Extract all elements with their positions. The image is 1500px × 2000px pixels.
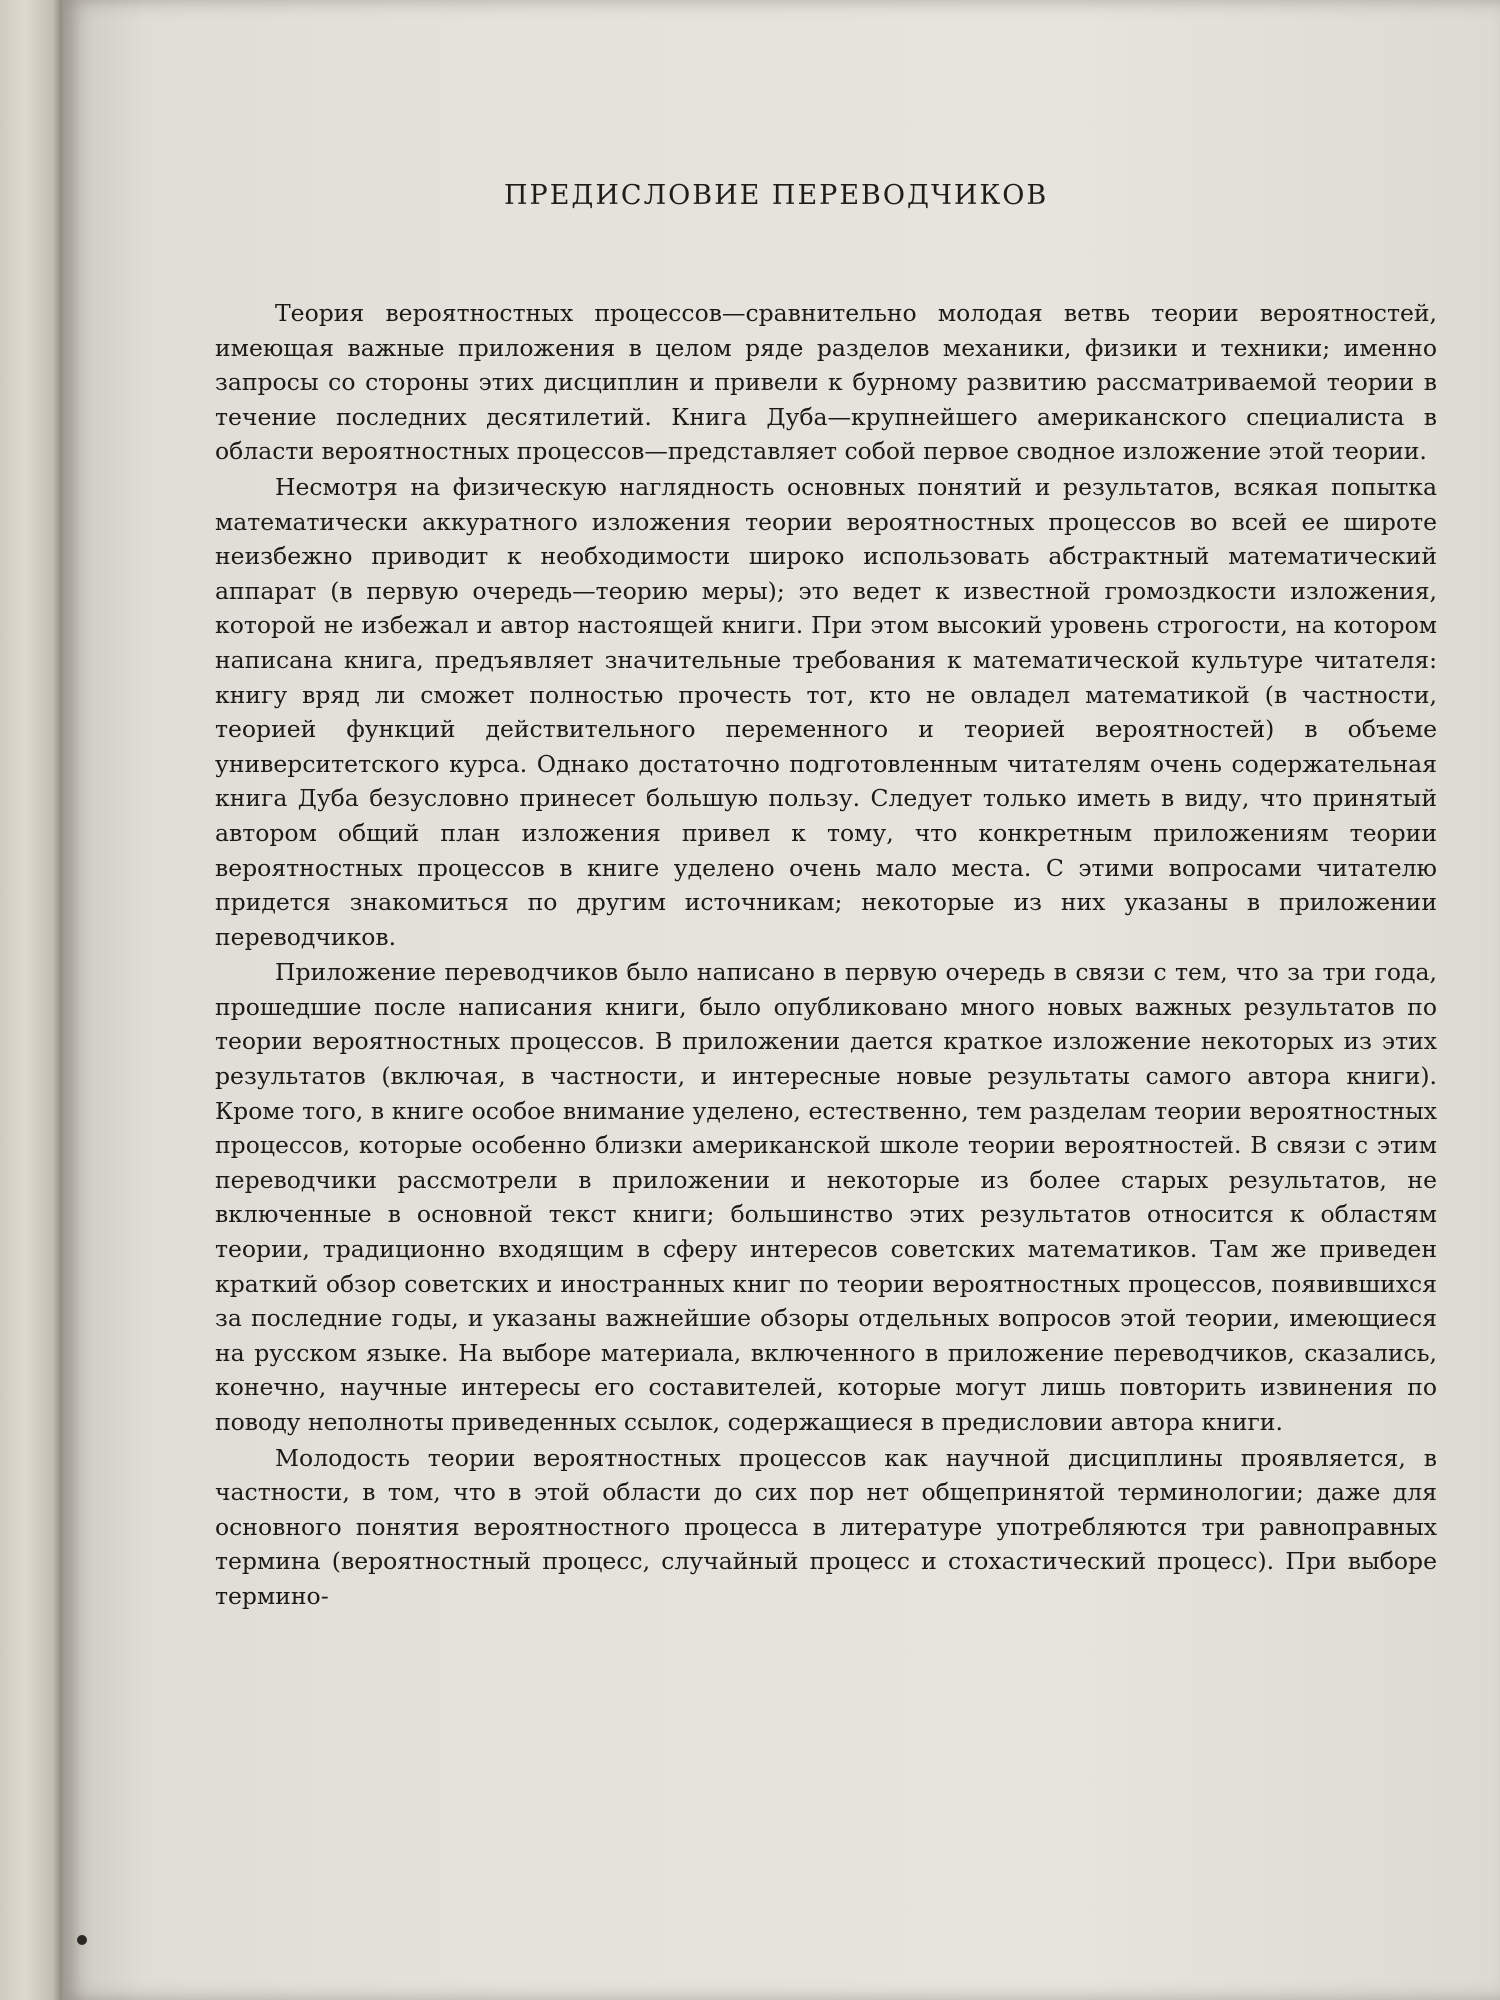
paragraph: Приложение переводчиков было написано в первую очередь в связи с тем, что за три года, прошедшие после написания книги, было опубликовано много новых важных результатов по теории вероятностных процессов. В приложении дается краткое изложение некоторых из этих результатов (включая, в частности, и интересные новые результаты самого автора книги). Кроме того, в книге особое внимание уделено, естественно, тем разделам теории вероятностных процессов, которые особенно близки американской школе теории вероятностей. В связи с этим переводчики рассмотрели в приложении и некоторые из более старых результатов, не включенные в основной текст книги; большинство этих результатов относится к областям теории, традиционно входящим в сферу интересов советских математиков. Там же приведен краткий обзор советских и иностранных книг по теории вероятностных процессов, появившихся за последние годы, и указаны важнейшие обзоры отдельных вопросов этой теории, имеющиеся на русском языке. На выборе материала, включенного в приложение переводчиков, сказались, конечно, научные интересы его составителей, которые могут лишь повторить извинения по поводу неполноты приведенных ссылок, содержащиеся в предисловии автора книги. xyxy=(215,958,1437,1436)
paragraph: Теория вероятностных процессов—сравнительно молодая ветвь теории вероятностей, имеющая важные приложения в целом ряде разделов механики, физики и техники; именно запросы со стороны этих дисциплин и привели к бурному развитию рассматриваемой теории в течение последних десятилетий. Книга Дуба—крупнейшего американского специалиста в области вероятностных процессов—представляет собой первое сводное изложение этой теории. xyxy=(215,299,1437,466)
paragraph: Молодость теории вероятностных процессов как научной дисциплины проявляется, в частности, в том, что в этой области до сих пор нет общепринятой терминологии; даже для основного понятия вероятностного процесса в литературе употребляются три равноправных термина (вероятностный процесс, случайный процесс и стохастический процесс). При выборе термино- xyxy=(215,1443,1437,1610)
book-page xyxy=(62,0,1500,2000)
ink-spot xyxy=(77,1935,87,1945)
paragraph: Несмотря на физическую наглядность основных понятий и результатов, всякая попытка математически аккуратного изложения теории вероятностных процессов во всей ее широте неизбежно приводит к необходимости широко использовать абстрактный математический аппарат (в первую очередь—теорию меры); это ведет к известной громоздкости изложения, которой не избежал и автор настоящей книги. При этом высокий уровень строгости, на котором написана книга, предъявляет значительные требования к математической культуре читателя: книгу вряд ли сможет полностью прочесть тот, кто не овладел математикой (в частности, теорией функций действительного переменного и теорией вероятностей) в объеме университетского курса. Однако достаточно подготовленным читателям очень содержательная книга Дуба безусловно принесет большую пользу. Следует только иметь в виду, что принятый автором общий план изложения привел к тому, что конкретным приложениям теории вероятностных процессов в книге уделено очень мало места. С этими вопросами читателю придется знакомиться по другим источникам; некоторые из них указаны в приложении переводчиков. xyxy=(215,472,1437,951)
book-gutter xyxy=(0,0,62,2000)
preface-body xyxy=(215,296,1437,1614)
page-title: ПРЕДИСЛОВИЕ ПЕРЕВОДЧИКОВ xyxy=(504,180,1049,211)
